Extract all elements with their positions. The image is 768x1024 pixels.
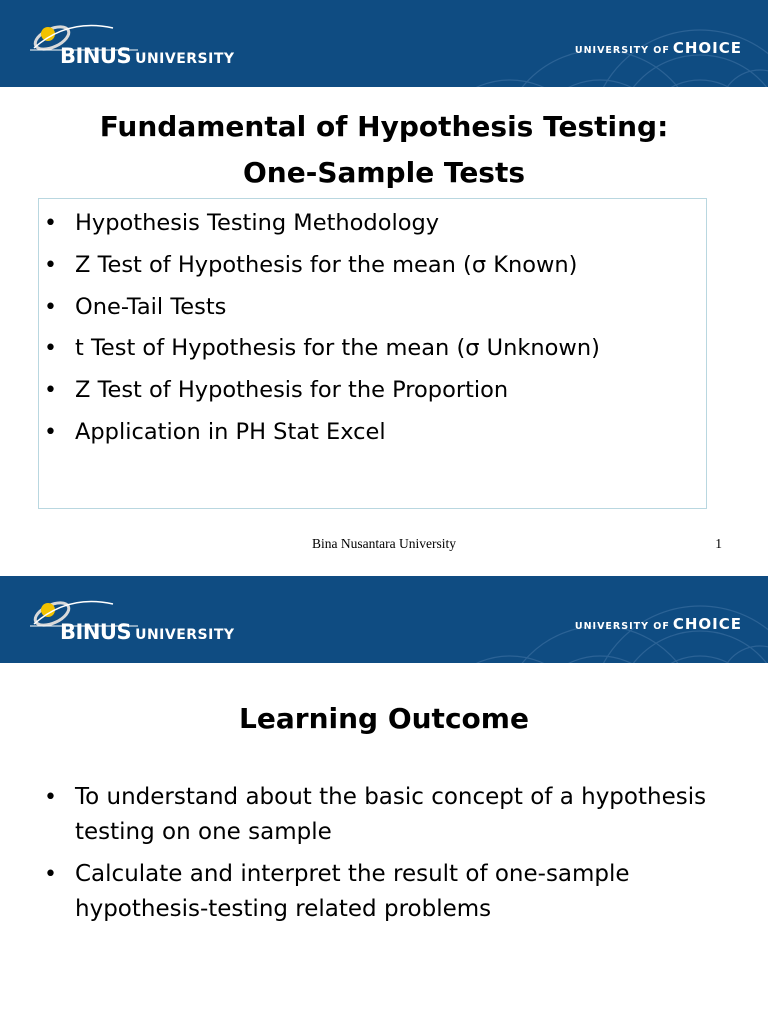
list-item bbox=[38, 287, 718, 329]
list-item bbox=[38, 328, 718, 370]
slide-title bbox=[0, 104, 768, 196]
header-banner bbox=[0, 576, 768, 663]
list-item-text: To understand about the basic concept of a hypothesis testing on one sample bbox=[75, 784, 707, 845]
list-item bbox=[38, 245, 718, 287]
tagline bbox=[575, 38, 742, 57]
tagline bbox=[575, 614, 742, 633]
logo-text: BINUS bbox=[60, 44, 132, 68]
list-item bbox=[38, 370, 718, 412]
list-item bbox=[38, 780, 718, 850]
bullet-list-2 bbox=[38, 780, 718, 934]
bullet-dot-icon: • bbox=[44, 252, 57, 278]
title-line-2: One-Sample Tests bbox=[242, 156, 526, 189]
tagline-big: CHOICE bbox=[672, 39, 742, 57]
bullet-dot-icon: • bbox=[44, 419, 57, 445]
logo-suffix: UNIVERSITY bbox=[135, 51, 235, 67]
list-item-text: t Test of Hypothesis for the mean (σ Unknown) bbox=[75, 335, 600, 362]
list-item-text: One-Tail Tests bbox=[75, 293, 227, 320]
list-item-text: Z Test of Hypothesis for the Proportion bbox=[75, 377, 509, 404]
title-line-1: Fundamental of Hypothesis Testing: bbox=[99, 110, 669, 143]
binus-logo bbox=[28, 8, 238, 78]
binus-logo bbox=[28, 584, 238, 654]
slide-2-title: Learning Outcome bbox=[239, 702, 529, 735]
bullet-dot-icon: • bbox=[44, 211, 57, 236]
logo-text: BINUS bbox=[60, 620, 132, 644]
bullet-dot-icon: • bbox=[44, 785, 57, 810]
logo-wordmark bbox=[60, 620, 235, 644]
list-item bbox=[38, 857, 718, 927]
bullet-dot-icon: • bbox=[44, 862, 57, 887]
logo-suffix: UNIVERSITY bbox=[135, 627, 235, 643]
list-item-text: Application in PH Stat Excel bbox=[75, 418, 386, 445]
list-item-text: Z Test of Hypothesis for the mean (σ Known) bbox=[75, 251, 578, 278]
tagline-small: UNIVERSITY OF bbox=[574, 621, 670, 632]
bullet-dot-icon: • bbox=[44, 336, 57, 362]
bullet-dot-icon: • bbox=[44, 378, 57, 404]
header-banner bbox=[0, 0, 768, 87]
list-item-text: Hypothesis Testing Methodology bbox=[75, 210, 440, 236]
list-item bbox=[38, 203, 718, 245]
logo-wordmark bbox=[60, 44, 235, 68]
page-number: 1 bbox=[715, 536, 722, 551]
tagline-big: CHOICE bbox=[672, 615, 742, 633]
list-item-text: Calculate and interpret the result of one-sample hypothesis-testing related problems bbox=[75, 861, 630, 922]
bullet-dot-icon: • bbox=[44, 294, 57, 320]
list-item bbox=[38, 412, 718, 454]
bullet-list bbox=[38, 203, 718, 454]
footer-text: Bina Nusantara University bbox=[312, 536, 456, 551]
tagline-small: UNIVERSITY OF bbox=[574, 45, 670, 56]
